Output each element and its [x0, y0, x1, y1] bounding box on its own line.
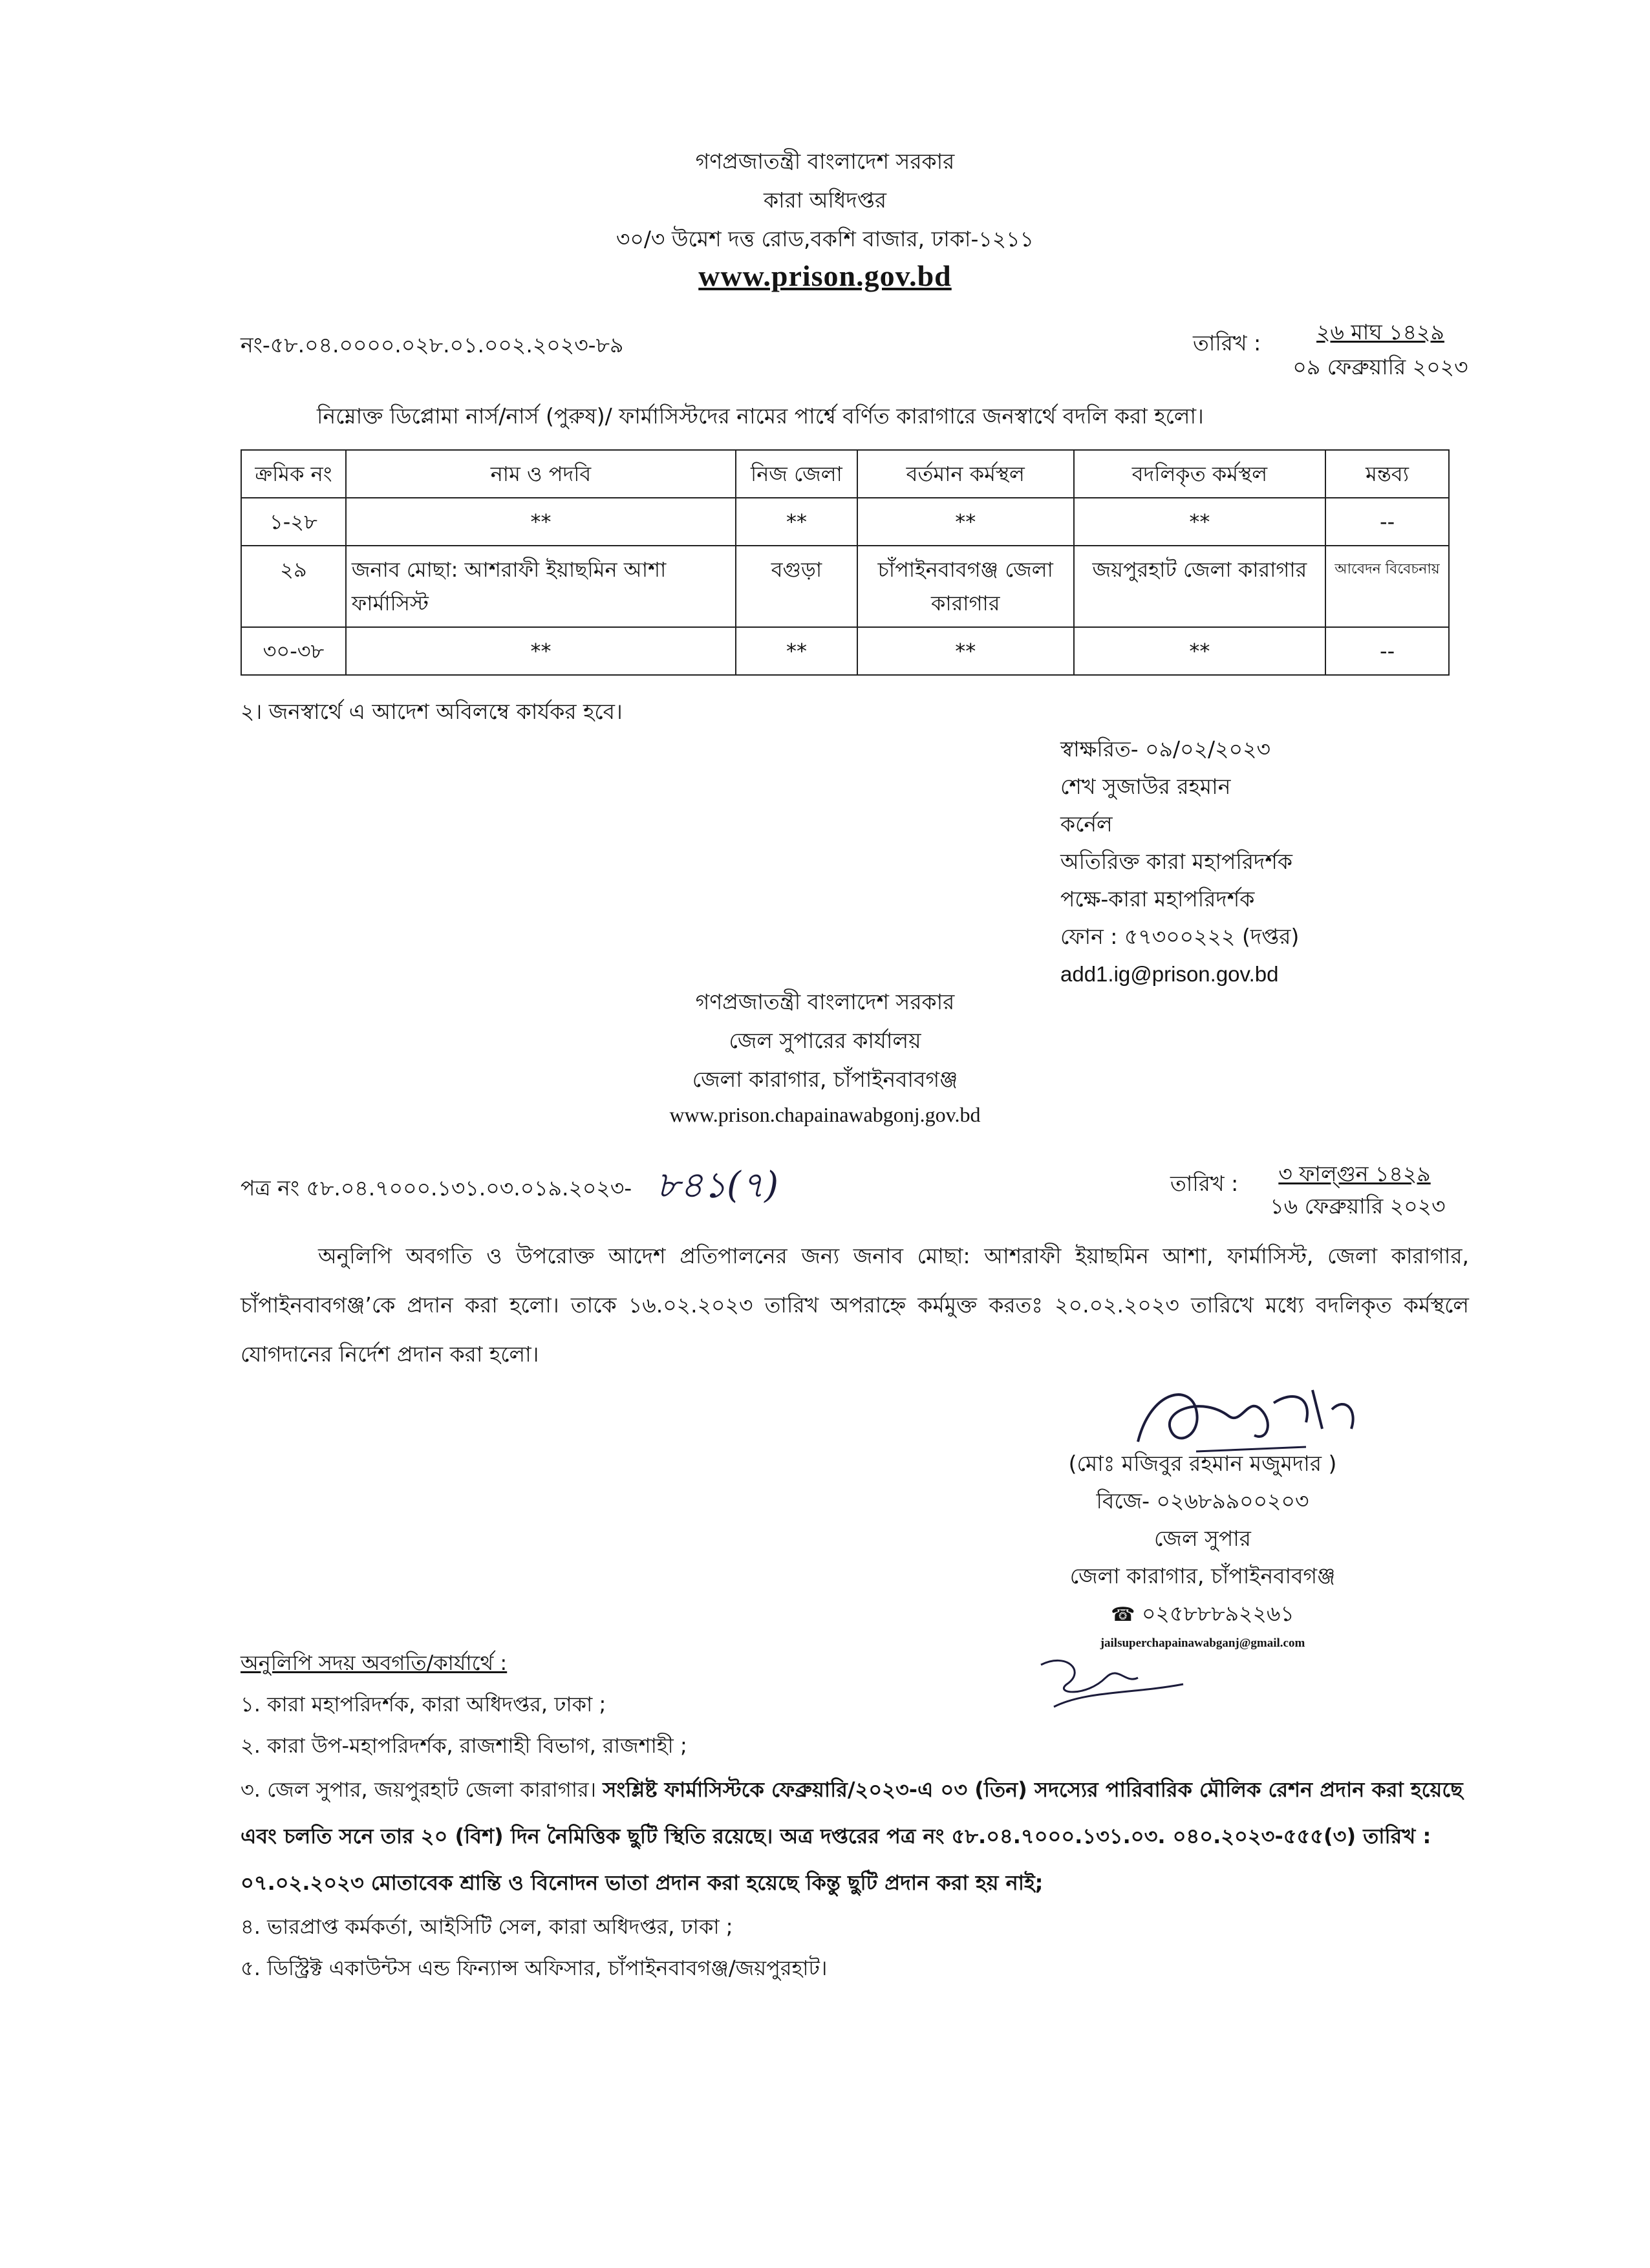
- table-cell: জয়পুরহাট জেলা কারাগার: [1074, 546, 1326, 627]
- table-header-row: [241, 450, 1449, 498]
- superintendent-designation: জেল সুপার: [1154, 1526, 1251, 1551]
- memo1-intro: নিম্নোক্ত ডিপ্লোমা নার্স/নার্স (পুরুষ)/ ফার্মাসিস্টদের নামের পার্শ্বে বর্ণিত কারাগারে জনস্বার্থে বদলি করা হলো।: [317, 403, 1204, 429]
- header-ministry: [0, 142, 1650, 293]
- table-cell: --: [1325, 627, 1449, 675]
- superintendent-bj: বিজে- ০২৬৮৯৯০০২০৩: [1096, 1488, 1309, 1514]
- copies-list: [241, 1642, 1469, 1989]
- table-cell: বগুড়া: [736, 546, 857, 627]
- table-cell: ১-২৮: [241, 498, 346, 546]
- col-home-district: নিজ জেলা: [736, 450, 857, 498]
- table-cell: জনাব মোছা: আশরাফী ইয়াছমিন আশা ফার্মাসিস্ট: [346, 546, 736, 627]
- memo2-body: অনুলিপি অবগতি ও উপরোক্ত আদেশ প্রতিপালনের জন্য জনাব মোছা: আশরাফী ইয়াছমিন আশা, ফার্মাসিস্ট, জেলা কারাগার, চাঁপাইনবাবগঞ্জ’কে প্রদান করা হলো। তাকে ১৬.০২.২০২৩ তারিখ অপরাহ্নে কর্মমুক্ত করতঃ ২০.০২.২০২৩ তারিখে মধ্যে বদলিকৃত কর্মস্থলে যোগদানের নির্দেশ প্রদান করা হলো।: [241, 1243, 1469, 1367]
- col-transferred-workplace: বদলিকৃত কর্মস্থল: [1074, 450, 1326, 498]
- memo1-date-bangla: ২৬ মাঘ ১৪২৯: [1316, 319, 1444, 345]
- superintendent-name: (মোঃ মজিবুর রহমান মজুমদার ): [1068, 1451, 1337, 1476]
- header2-website[interactable]: www.prison.chapainawabgonj.gov.bd: [669, 1103, 981, 1126]
- header-govt: গণপ্রজাতন্ত্রী বাংলাদেশ সরকার: [695, 149, 955, 174]
- col-remarks: মন্তব্য: [1325, 450, 1449, 498]
- memo1-reference: নং-৫৮.০৪.০০০০.০২৮.০১.০০২.২০২৩-৮৯: [241, 332, 624, 358]
- table-cell: **: [1074, 627, 1326, 675]
- header-office: [0, 983, 1650, 1127]
- signed-date: স্বাক্ষরিত- ০৯/০২/২০২৩: [1060, 736, 1270, 762]
- copies-title: অনুলিপি সদয় অবগতি/কার্যার্থে :: [241, 1651, 508, 1675]
- memo1-date-label: তারিখ :: [1193, 330, 1261, 356]
- table-cell: ২৯: [241, 546, 346, 627]
- table-cell: **: [1074, 498, 1326, 546]
- signatory-designation: অতিরিক্ত কারা মহাপরিদর্শক: [1060, 849, 1292, 874]
- memo1-date-english: ০৯ ফেব্রুয়ারি ২০২৩: [1292, 354, 1468, 380]
- header2-govt: গণপ্রজাতন্ত্রী বাংলাদেশ সরকার: [695, 989, 955, 1014]
- header2-office: জেল সুপারের কার্যালয়: [729, 1028, 921, 1053]
- table-cell: চাঁপাইনবাবগঞ্জ জেলা কারাগার: [857, 546, 1074, 627]
- memo2-handwritten-number: ৮৪১(৭): [656, 1164, 779, 1206]
- signatory-on-behalf: পক্ষে-কারা মহাপরিদর্শক: [1060, 886, 1255, 912]
- memo2-date-english: ১৬ ফেব্রুয়ারি ২০২৩: [1270, 1193, 1446, 1219]
- table-row: [241, 627, 1449, 675]
- copy-item: ২. কারা উপ-মহাপরিদর্শক, রাজশাহী বিভাগ, রাজশাহী ;: [241, 1733, 687, 1758]
- table-row: [241, 546, 1449, 627]
- copy-item: ৫. ডিস্ট্রিক্ট একাউন্টস এন্ড ফিন্যান্স অফিসার, চাঁপাইনবাবগঞ্জ/জয়পুরহাট।: [241, 1956, 828, 1980]
- phone-icon: ☎: [1111, 1603, 1135, 1626]
- signatory-phone: ফোন : ৫৭৩০০২২২ (দপ্তর): [1060, 924, 1300, 949]
- table-cell: **: [736, 627, 857, 675]
- transfer-table: [241, 449, 1450, 676]
- copy-item-3-prefix: ৩. জেল সুপার, জয়পুরহাট জেলা কারাগার।: [241, 1777, 597, 1802]
- table-cell: --: [1325, 498, 1449, 546]
- header2-location: জেলা কারাগার, চাঁপাইনবাবগঞ্জ: [692, 1067, 958, 1092]
- memo2-reference: পত্র নং ৫৮.০৪.৭০০০.১৩১.০৩.০১৯.২০২৩-: [241, 1175, 632, 1201]
- signatory-2-block: [1022, 1445, 1384, 1653]
- header-website[interactable]: www.prison.gov.bd: [698, 259, 952, 292]
- table-row: [241, 498, 1449, 546]
- copy-item: ১. কারা মহাপরিদর্শক, কারা অধিদপ্তর, ঢাকা ;: [241, 1692, 606, 1717]
- signatory-rank: কর্নেল: [1060, 811, 1113, 837]
- col-current-workplace: বর্তমান কর্মস্থল: [857, 450, 1074, 498]
- superintendent-office: জেলা কারাগার, চাঁপাইনবাবগঞ্জ: [1069, 1563, 1336, 1589]
- signatory-email[interactable]: add1.ig@prison.gov.bd: [1060, 962, 1279, 986]
- table-cell: **: [736, 498, 857, 546]
- header-dept: কারা অধিদপ্তর: [764, 187, 886, 213]
- table-cell: **: [346, 498, 736, 546]
- memo2-date-bangla: ৩ ফাল্গুন ১৪২৯: [1278, 1161, 1431, 1186]
- copy-item-3-note: সংশ্লিষ্ট ফার্মাসিস্টকে ফেব্রুয়ারি/২০২৩-এ ০৩ (তিন) সদস্যের পারিবারিক মৌলিক রেশন প্রদান করা হয়েছে এবং চলতি সনে তার ২০ (বিশ) দিন নৈমিত্তিক ছুটি স্থিতি রয়েছে। অত্র দপ্তরের পত্র নং ৫৮.০৪.৭০০০.১৩১.০৩. ০৪০.২০২৩-৫৫৫(৩) তারিখ : ০৭.০২.২০২৩ মোতাবেক শ্রান্তি ও বিনোদন ভাতা প্রদান করা হয়েছে কিন্তু ছুটি প্রদান করা হয় নাই;: [241, 1777, 1463, 1895]
- superintendent-phone-number: ০২৫৮৮৮৯২২৬১: [1142, 1601, 1294, 1626]
- table-cell: আবেদন বিবেচনায়: [1325, 546, 1449, 627]
- copy-item-3: [241, 1766, 1469, 1906]
- col-serial: ক্রমিক নং: [241, 450, 346, 498]
- superintendent-phone: [1022, 1595, 1384, 1634]
- header-address: ৩০/৩ উমেশ দত্ত রোড,বকশি বাজার, ঢাকা-১২১১: [616, 226, 1034, 251]
- col-name: নাম ও পদবি: [346, 450, 736, 498]
- table-cell: **: [346, 627, 736, 675]
- table-cell: **: [857, 498, 1074, 546]
- signatory-1-block: [1060, 731, 1299, 993]
- signatory-name: শেখ সুজাউর রহমান: [1060, 774, 1231, 799]
- table-cell: ৩০-৩৮: [241, 627, 346, 675]
- table-cell: **: [857, 627, 1074, 675]
- superintendent-email[interactable]: jailsuperchapainawabganj@gmail.com: [1100, 1636, 1305, 1650]
- copy-item: ৪. ভারপ্রাপ্ত কর্মকর্তা, আইসিটি সেল, কারা অধিদপ্তর, ঢাকা ;: [241, 1914, 733, 1939]
- memo2-date-label: তারিখ :: [1170, 1171, 1239, 1196]
- clause-2: ২। জনস্বার্থে এ আদেশ অবিলম্বে কার্যকর হবে।: [241, 699, 623, 724]
